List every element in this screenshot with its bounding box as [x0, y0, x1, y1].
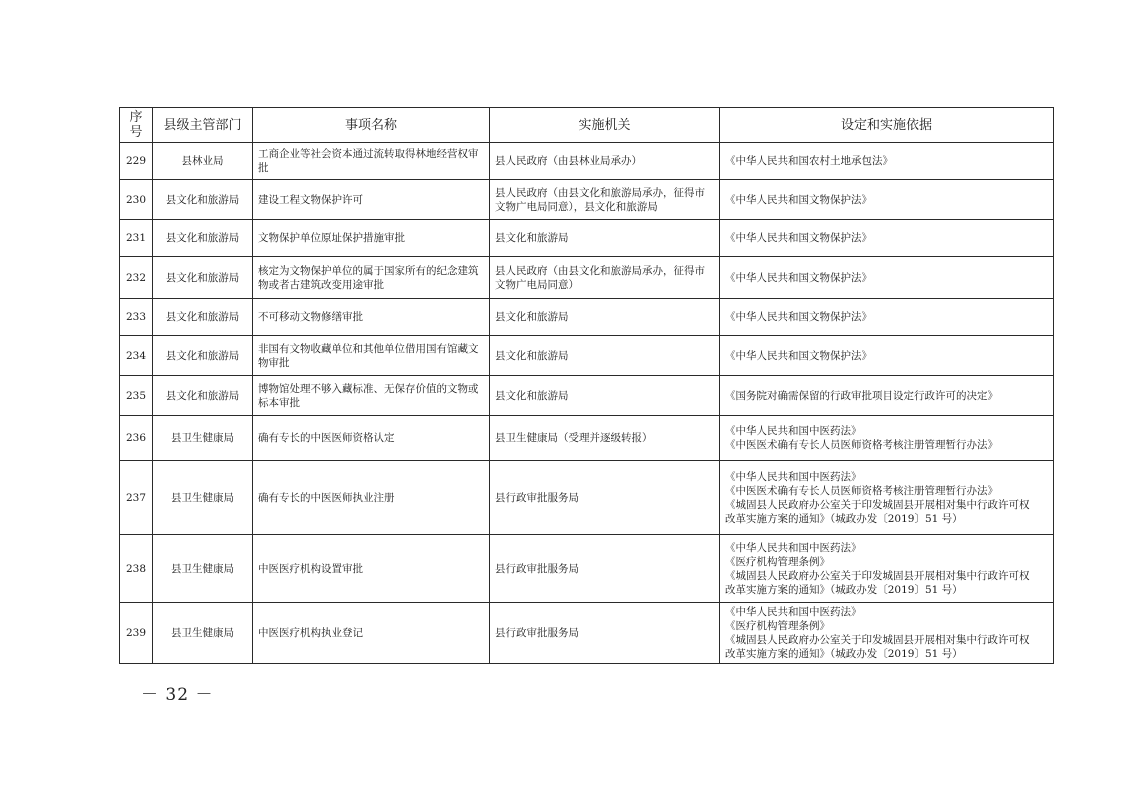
row-legal-basis	[720, 461, 1054, 535]
row-item-name: 文物保护单位原址保护措施审批	[253, 220, 490, 257]
row-legal-basis	[720, 220, 1054, 257]
row-item-name: 确有专长的中医医师资格认定	[253, 416, 490, 461]
row-legal-basis	[720, 299, 1054, 336]
legal-basis-line: 《中华人民共和国文物保护法》	[725, 349, 872, 362]
row-agency: 县人民政府（由县文化和旅游局承办，征得市文物广电局同意），县文化和旅游局	[490, 180, 720, 220]
row-department: 县卫生健康局	[153, 416, 253, 461]
row-agency: 县卫生健康局（受理并逐级转报）	[490, 416, 720, 461]
row-item-name: 非国有文物收藏单位和其他单位借用国有馆藏文物审批	[253, 336, 490, 376]
row-agency: 县人民政府（由县林业局承办）	[490, 143, 720, 180]
approval-items-table	[119, 107, 1054, 664]
table-body	[120, 143, 1054, 664]
row-item-name: 核定为文物保护单位的属于国家所有的纪念建筑物或者古建筑改变用途审批	[253, 257, 490, 299]
row-legal-basis	[720, 143, 1054, 180]
legal-basis-line: 《中医医术确有专长人员医师资格考核注册管理暂行办法》	[725, 439, 998, 451]
legal-basis-line: 《国务院对确需保留的行政审批项目设定行政许可的决定》	[725, 389, 998, 402]
legal-basis-line: 《中医医术确有专长人员医师资格考核注册管理暂行办法》	[725, 484, 998, 497]
legal-basis-line: 《中华人民共和国中医药法》	[725, 425, 862, 437]
row-item-name: 中医医疗机构设置审批	[253, 535, 490, 603]
row-serial-number: 239	[120, 603, 153, 664]
table-header-row	[120, 108, 1054, 143]
legal-basis-line: 《城固县人民政府办公室关于印发城固县开展相对集中行政许可权	[725, 498, 1030, 511]
row-agency: 县文化和旅游局	[490, 336, 720, 376]
row-item-name: 中医医疗机构执业登记	[253, 603, 490, 664]
row-serial-number: 237	[120, 461, 153, 535]
row-department: 县卫生健康局	[153, 603, 253, 664]
row-legal-basis	[720, 603, 1054, 664]
table-row	[120, 461, 1054, 535]
table-row	[120, 416, 1054, 461]
legal-basis-line: 《中华人民共和国中医药法》	[725, 541, 862, 554]
header-serial-number: 序 号	[120, 108, 153, 143]
table-row	[120, 257, 1054, 299]
row-item-name: 建设工程文物保护许可	[253, 180, 490, 220]
row-agency: 县行政审批服务局	[490, 461, 720, 535]
row-serial-number: 230	[120, 180, 153, 220]
row-legal-basis	[720, 336, 1054, 376]
row-department: 县文化和旅游局	[153, 336, 253, 376]
legal-basis-line: 《中华人民共和国中医药法》	[725, 606, 862, 618]
header-department: 县级主管部门	[153, 108, 253, 143]
row-department: 县文化和旅游局	[153, 180, 253, 220]
row-serial-number: 234	[120, 336, 153, 376]
row-department: 县林业局	[153, 143, 253, 180]
row-legal-basis	[720, 257, 1054, 299]
row-legal-basis	[720, 180, 1054, 220]
row-serial-number: 232	[120, 257, 153, 299]
row-department: 县卫生健康局	[153, 535, 253, 603]
row-serial-number: 238	[120, 535, 153, 603]
table-row	[120, 535, 1054, 603]
legal-basis-line: 《医疗机构管理条例》	[725, 620, 830, 632]
header-item-name: 事项名称	[253, 108, 490, 143]
legal-basis-line: 改革实施方案的通知》（城政办发〔2019〕51 号）	[725, 648, 963, 660]
row-legal-basis	[720, 535, 1054, 603]
table-row	[120, 180, 1054, 220]
table-row	[120, 220, 1054, 257]
row-serial-number: 233	[120, 299, 153, 336]
legal-basis-line: 《中华人民共和国文物保护法》	[725, 193, 872, 206]
legal-basis-line: 《中华人民共和国文物保护法》	[725, 271, 872, 284]
row-item-name: 不可移动文物修缮审批	[253, 299, 490, 336]
row-item-name: 博物馆处理不够入藏标准、无保存价值的文物或标本审批	[253, 376, 490, 416]
row-serial-number: 236	[120, 416, 153, 461]
row-legal-basis	[720, 376, 1054, 416]
row-department: 县卫生健康局	[153, 461, 253, 535]
legal-basis-line: 改革实施方案的通知》（城政办发〔2019〕51 号）	[725, 583, 963, 596]
row-department: 县文化和旅游局	[153, 299, 253, 336]
table-row	[120, 299, 1054, 336]
header-legal-basis: 设定和实施依据	[720, 108, 1054, 143]
row-department: 县文化和旅游局	[153, 220, 253, 257]
row-agency: 县文化和旅游局	[490, 220, 720, 257]
row-serial-number: 235	[120, 376, 153, 416]
table-row	[120, 336, 1054, 376]
legal-basis-line: 《医疗机构管理条例》	[725, 555, 830, 568]
legal-basis-line: 《中华人民共和国文物保护法》	[725, 232, 872, 244]
legal-basis-line: 《中华人民共和国中医药法》	[725, 470, 862, 483]
legal-basis-line: 《城固县人民政府办公室关于印发城固县开展相对集中行政许可权	[725, 569, 1030, 582]
page-number: － 32 －	[141, 685, 214, 705]
row-item-name: 确有专长的中医医师执业注册	[253, 461, 490, 535]
row-serial-number: 231	[120, 220, 153, 257]
row-agency: 县行政审批服务局	[490, 535, 720, 603]
row-department: 县文化和旅游局	[153, 376, 253, 416]
row-department: 县文化和旅游局	[153, 257, 253, 299]
row-legal-basis	[720, 416, 1054, 461]
table-row	[120, 376, 1054, 416]
legal-basis-line: 《中华人民共和国文物保护法》	[725, 311, 872, 323]
legal-basis-line: 《城固县人民政府办公室关于印发城固县开展相对集中行政许可权	[725, 634, 1030, 646]
table-row	[120, 603, 1054, 664]
header-agency: 实施机关	[490, 108, 720, 143]
row-serial-number: 229	[120, 143, 153, 180]
legal-basis-line: 改革实施方案的通知》（城政办发〔2019〕51 号）	[725, 512, 963, 525]
table-row	[120, 143, 1054, 180]
row-agency: 县行政审批服务局	[490, 603, 720, 664]
row-item-name: 工商企业等社会资本通过流转取得林地经营权审批	[253, 143, 490, 180]
row-agency: 县文化和旅游局	[490, 299, 720, 336]
row-agency: 县文化和旅游局	[490, 376, 720, 416]
row-agency: 县人民政府（由县文化和旅游局承办，征得市文物广电局同意）	[490, 257, 720, 299]
legal-basis-line: 《中华人民共和国农村土地承包法》	[725, 155, 893, 167]
